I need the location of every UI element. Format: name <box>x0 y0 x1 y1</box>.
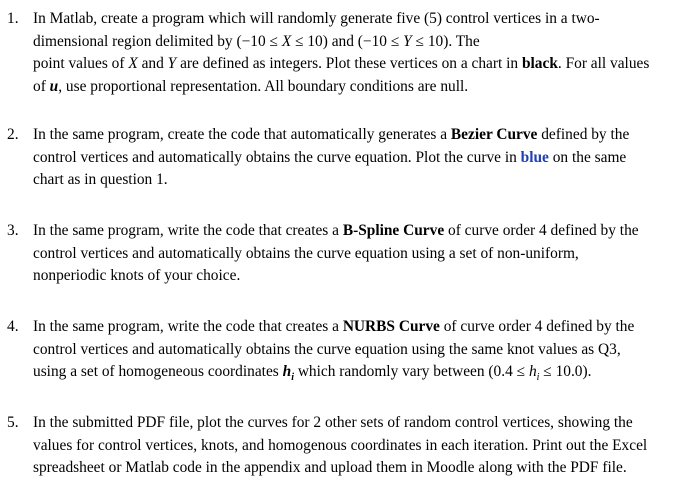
text-line: of u, use proportional representation. All boundary conditions are null. <box>33 77 469 95</box>
emphasis-nurbs-curve: NURBS Curve <box>342 318 440 335</box>
variable-y: Y <box>167 55 177 72</box>
text-line: In the submitted PDF file, plot the curves for 2 other sets of random control vertices, showing the <box>33 414 633 431</box>
question-number: 3. <box>7 222 19 239</box>
emphasis-bezier-curve: Bezier Curve <box>450 126 538 143</box>
text-line: point values of X and Y are defined as integers. Plot these vertices on a chart in black. For all values <box>33 55 650 72</box>
variable-h: h <box>528 363 537 380</box>
text-line: nonperiodic knots of your choice. <box>33 267 241 284</box>
text-line: In the same program, write the code that creates a NURBS Curve of curve order 4 defined by the <box>33 318 635 335</box>
subscript-i: i <box>536 372 540 384</box>
question-text <box>33 124 683 192</box>
emphasis-b-spline-curve: B-Spline Curve <box>342 222 445 239</box>
text-line: chart as in question 1. <box>33 171 168 188</box>
question-text <box>33 220 683 288</box>
question-number: 2. <box>7 126 19 143</box>
emphasis-black: black <box>521 55 558 72</box>
question-text <box>33 316 683 390</box>
text-line: spreadsheet or Matlab code in the appendix and upload them in Moodle along with the PDF file. <box>33 459 627 476</box>
variable-x: X <box>128 55 138 72</box>
question-text <box>33 8 683 98</box>
text-line: In the same program, write the code that creates a B-Spline Curve of curve order 4 defined by the <box>33 222 639 239</box>
variable-x: X <box>281 32 292 50</box>
text-line: control vertices and automatically obtains the curve equation. Plot the curve in blue on the same <box>33 148 627 166</box>
text-line: values for control vertices, knots, and homogenous coordinates in each iteration. Print out the Excel <box>33 436 648 454</box>
variable-u: u <box>49 77 59 95</box>
text-line: control vertices and automatically obtains the curve equation using a set of non-uniform, <box>33 244 579 262</box>
text-line: In Matlab, create a program which will randomly generate five (5) control vertices in a two- <box>33 10 600 27</box>
variable-h: h <box>282 363 292 380</box>
question-number: 4. <box>7 318 19 335</box>
emphasis-blue: blue <box>520 148 549 166</box>
text-line: control vertices and automatically obtains the curve equation using the same knot values as Q3, <box>33 340 621 358</box>
question-number: 5. <box>7 414 19 431</box>
question-text <box>33 412 683 480</box>
variable-y: Y <box>403 32 412 50</box>
text-line: dimensional region delimited by (−10 ≤ X ≤ 10) and (−10 ≤ Y ≤ 10). The <box>33 32 480 50</box>
question-number: 1. <box>7 10 19 27</box>
subscript-i: i <box>291 372 294 384</box>
text-line: using a set of homogeneous coordinates $h_i$ which randomly vary between $(0.4 \le h_i \le 10.0)$. <box>33 363 592 384</box>
text-line: In the same program, create the code that automatically generates a Bezier Curve defined by the <box>33 126 630 143</box>
